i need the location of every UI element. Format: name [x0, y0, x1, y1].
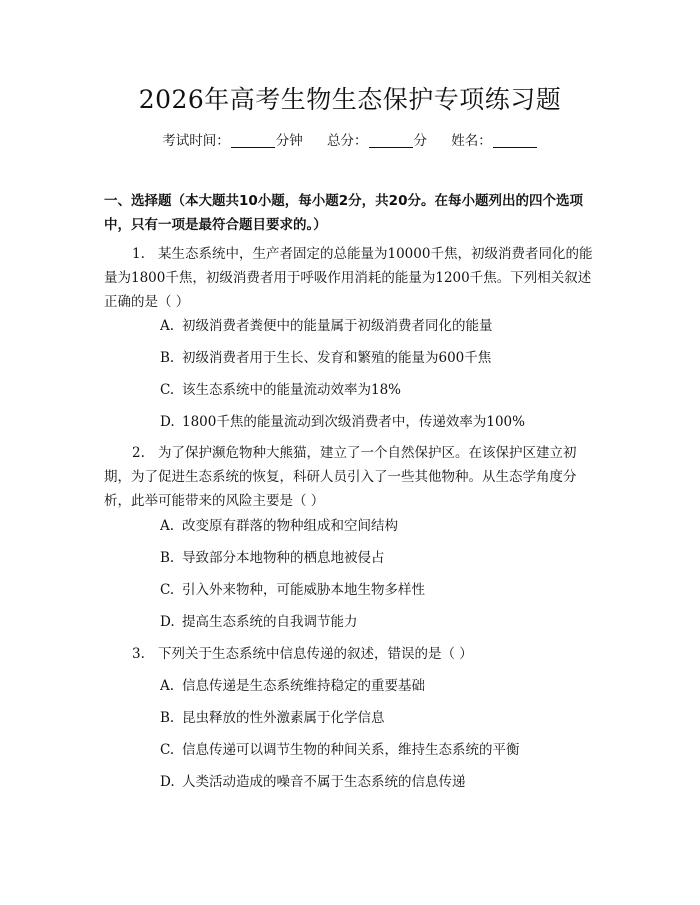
- question-number: 3.: [132, 646, 145, 662]
- question-2-option-b: [160, 548, 590, 568]
- question-1-stem: [104, 242, 600, 314]
- option-letter: C.: [160, 742, 175, 758]
- option-letter: A.: [160, 518, 175, 534]
- question-1-option-b: [160, 348, 590, 368]
- question-2-option-c: [160, 580, 590, 600]
- time-label: 考试时间：: [162, 133, 230, 149]
- question-2-option-a: [160, 516, 590, 536]
- question-3-option-c: [160, 740, 590, 760]
- option-text: 信息传递是生态系统维持稳定的重要基础: [182, 678, 425, 694]
- question-1-option-c: [160, 380, 590, 400]
- option-text: 提高生态系统的自我调节能力: [182, 614, 358, 630]
- question-1-option-a: [160, 316, 590, 336]
- option-letter: B.: [160, 550, 175, 566]
- option-text: 改变原有群落的物种组成和空间结构: [182, 518, 398, 534]
- option-letter: D.: [160, 414, 175, 430]
- option-text: 1800千焦的能量流动到次级消费者中，传递效率为100%: [182, 414, 525, 430]
- option-letter: C.: [160, 382, 175, 398]
- option-text: 信息传递可以调节生物的种间关系，维持生态系统的平衡: [182, 742, 520, 758]
- question-2-option-d: [160, 612, 590, 632]
- option-letter: C.: [160, 582, 175, 598]
- question-number: 2.: [132, 445, 145, 461]
- question-1-option-d: [160, 412, 590, 432]
- score-field: [327, 131, 427, 151]
- name-field: [451, 131, 538, 151]
- name-label: 姓名：: [451, 133, 492, 149]
- option-letter: A.: [160, 678, 175, 694]
- option-text: 该生态系统中的能量流动效率为18%: [182, 382, 402, 398]
- option-letter: B.: [160, 350, 175, 366]
- question-3-option-b: [160, 708, 590, 728]
- score-label: 总分：: [327, 133, 368, 149]
- section-heading: 一、选择题（本大题共10小题，每小题2分，共20分。在每小题列出的四个选项中，只有一项是最符合题目要求的。）: [104, 193, 583, 233]
- page-title: 2026年高考生物生态保护专项练习题: [138, 85, 562, 114]
- time-unit: 分钟: [275, 133, 303, 149]
- option-text: 初级消费者粪便中的能量属于初级消费者同化的能量: [182, 318, 493, 334]
- question-2-stem: [104, 441, 600, 513]
- option-text: 初级消费者用于生长、发育和繁殖的能量为600千焦: [182, 350, 492, 366]
- question-text: 某生态系统中，生产者固定的总能量为10000千焦，初级消费者同化的能量为1800千焦，初级消费者用于呼吸作用消耗的能量为1200千焦。下列相关叙述正确的是（ ）: [104, 246, 593, 310]
- score-unit: 分: [413, 133, 427, 149]
- option-text: 昆虫释放的性外激素属于化学信息: [182, 710, 385, 726]
- question-3-option-d: [160, 772, 590, 792]
- score-blank: [369, 133, 413, 148]
- option-letter: D.: [160, 614, 175, 630]
- option-letter: A.: [160, 318, 175, 334]
- time-blank: [231, 133, 275, 148]
- option-text: 人类活动造成的噪音不属于生态系统的信息传递: [182, 774, 466, 790]
- time-field: [162, 131, 303, 151]
- option-text: 引入外来物种，可能威胁本地生物多样性: [182, 582, 425, 598]
- question-number: 1.: [132, 246, 145, 262]
- question-text: 下列关于生态系统中信息传递的叙述，错误的是（ ）: [158, 646, 473, 662]
- question-text: 为了保护濒危物种大熊猫，建立了一个自然保护区。在该保护区建立初期，为了促进生态系统的恢复，科研人员引入了一些其他物种。从生态学角度分析，此举可能带来的风险主要是（ ）: [104, 445, 577, 509]
- option-text: 导致部分本地物种的栖息地被侵占: [182, 550, 385, 566]
- name-blank: [493, 133, 537, 148]
- option-letter: D.: [160, 774, 175, 790]
- question-3-option-a: [160, 676, 590, 696]
- question-3-stem: [104, 642, 600, 666]
- exam-info-line: [0, 131, 700, 151]
- option-letter: B.: [160, 710, 175, 726]
